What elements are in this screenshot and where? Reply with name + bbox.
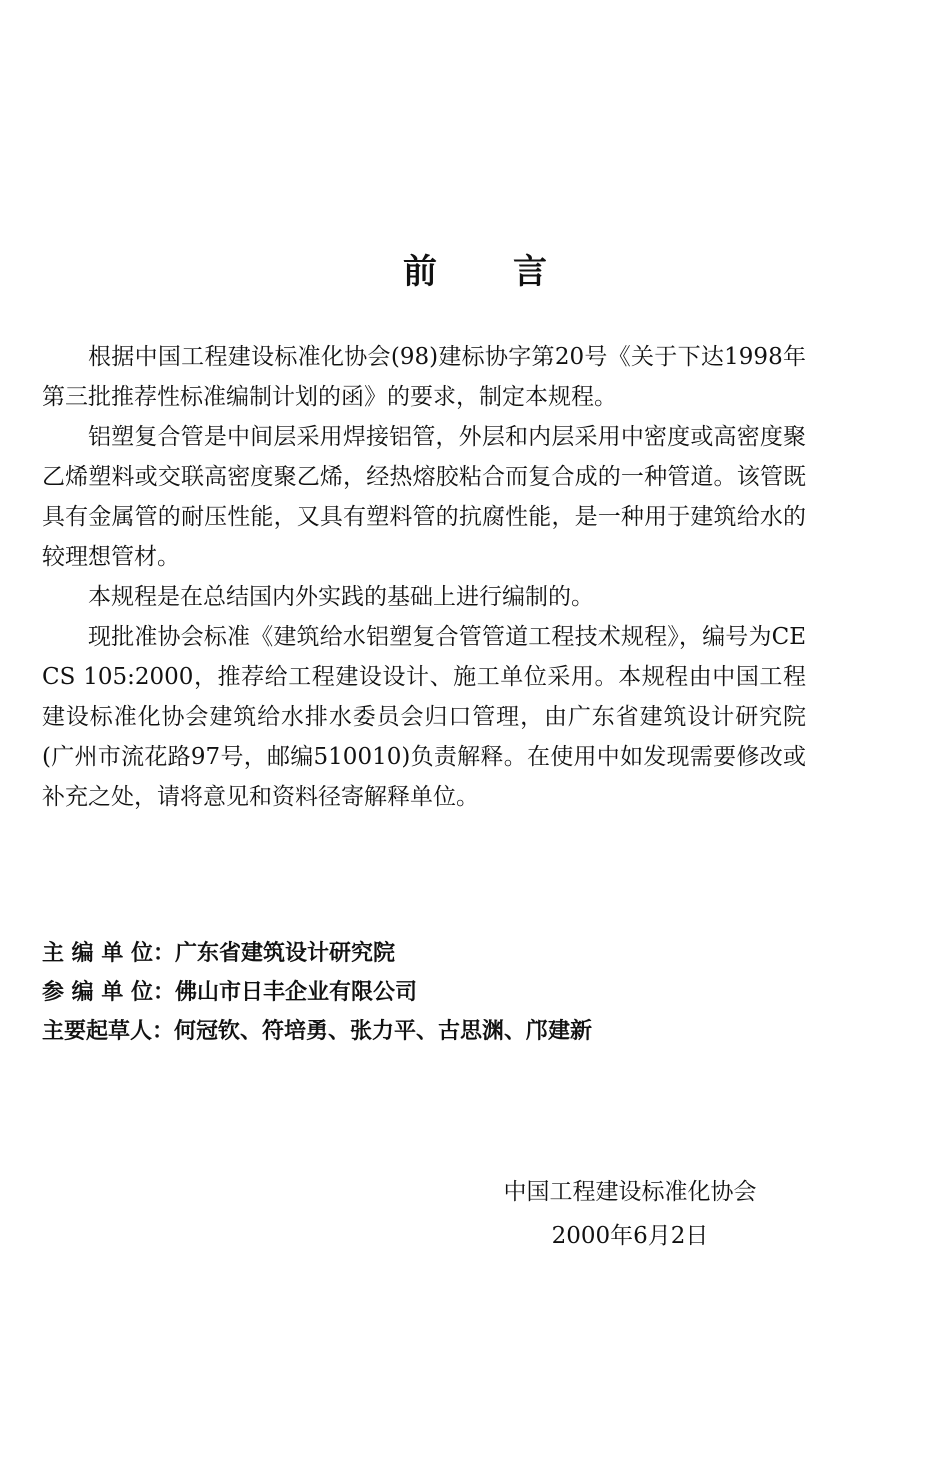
title-char-1: 前: [403, 252, 437, 292]
page-title: [0, 248, 950, 296]
signature-block: [470, 1170, 790, 1258]
chief-editing-unit: 主 编 单 位：广东省建筑设计研究院: [42, 941, 395, 966]
signing-organization: 中国工程建设标准化协会: [503, 1179, 757, 1205]
paragraph-basis: 根据中国工程建设标准化协会(98)建标协字第20号《关于下达1998年第三批推荐性标准编制计划的函》的要求，制定本规程。: [42, 344, 806, 410]
participating-editing-unit: 参 编 单 位：佛山市日丰企业有限公司: [42, 980, 417, 1005]
paragraph-pipe-description: 铝塑复合管是中间层采用焊接铝管，外层和内层采用中密度或高密度聚乙烯塑料或交联高密度聚乙烯，经热熔胶粘合而复合成的一种管道。该管既具有金属管的耐压性能，又具有塑料管的抗腐性能，是一种用于建筑给水的较理想管材。: [42, 424, 806, 570]
title-char-2: 言: [513, 252, 547, 292]
foreword-body: [42, 337, 806, 817]
main-drafters: 主要起草人：何冠钦、符培勇、张力平、古思渊、邝建新: [42, 1019, 593, 1044]
signing-date: 2000年6月2日: [551, 1223, 709, 1249]
paragraph-approval: 现批准协会标准《建筑给水铝塑复合管管道工程技术规程》，编号为CECS 105:2000，推荐给工程建设设计、施工单位采用。本规程由中国工程建设标准化协会建筑给水排水委员会归口管理，由广东省建筑设计研究院(广州市流花路97号，邮编510010)负责解释。在使用中如发现需要修改或补充之处，请将意见和资料径寄解释单位。: [42, 624, 806, 810]
paragraph-compilation: 本规程是在总结国内外实践的基础上进行编制的。: [88, 584, 594, 610]
credits-block: [42, 934, 802, 1051]
